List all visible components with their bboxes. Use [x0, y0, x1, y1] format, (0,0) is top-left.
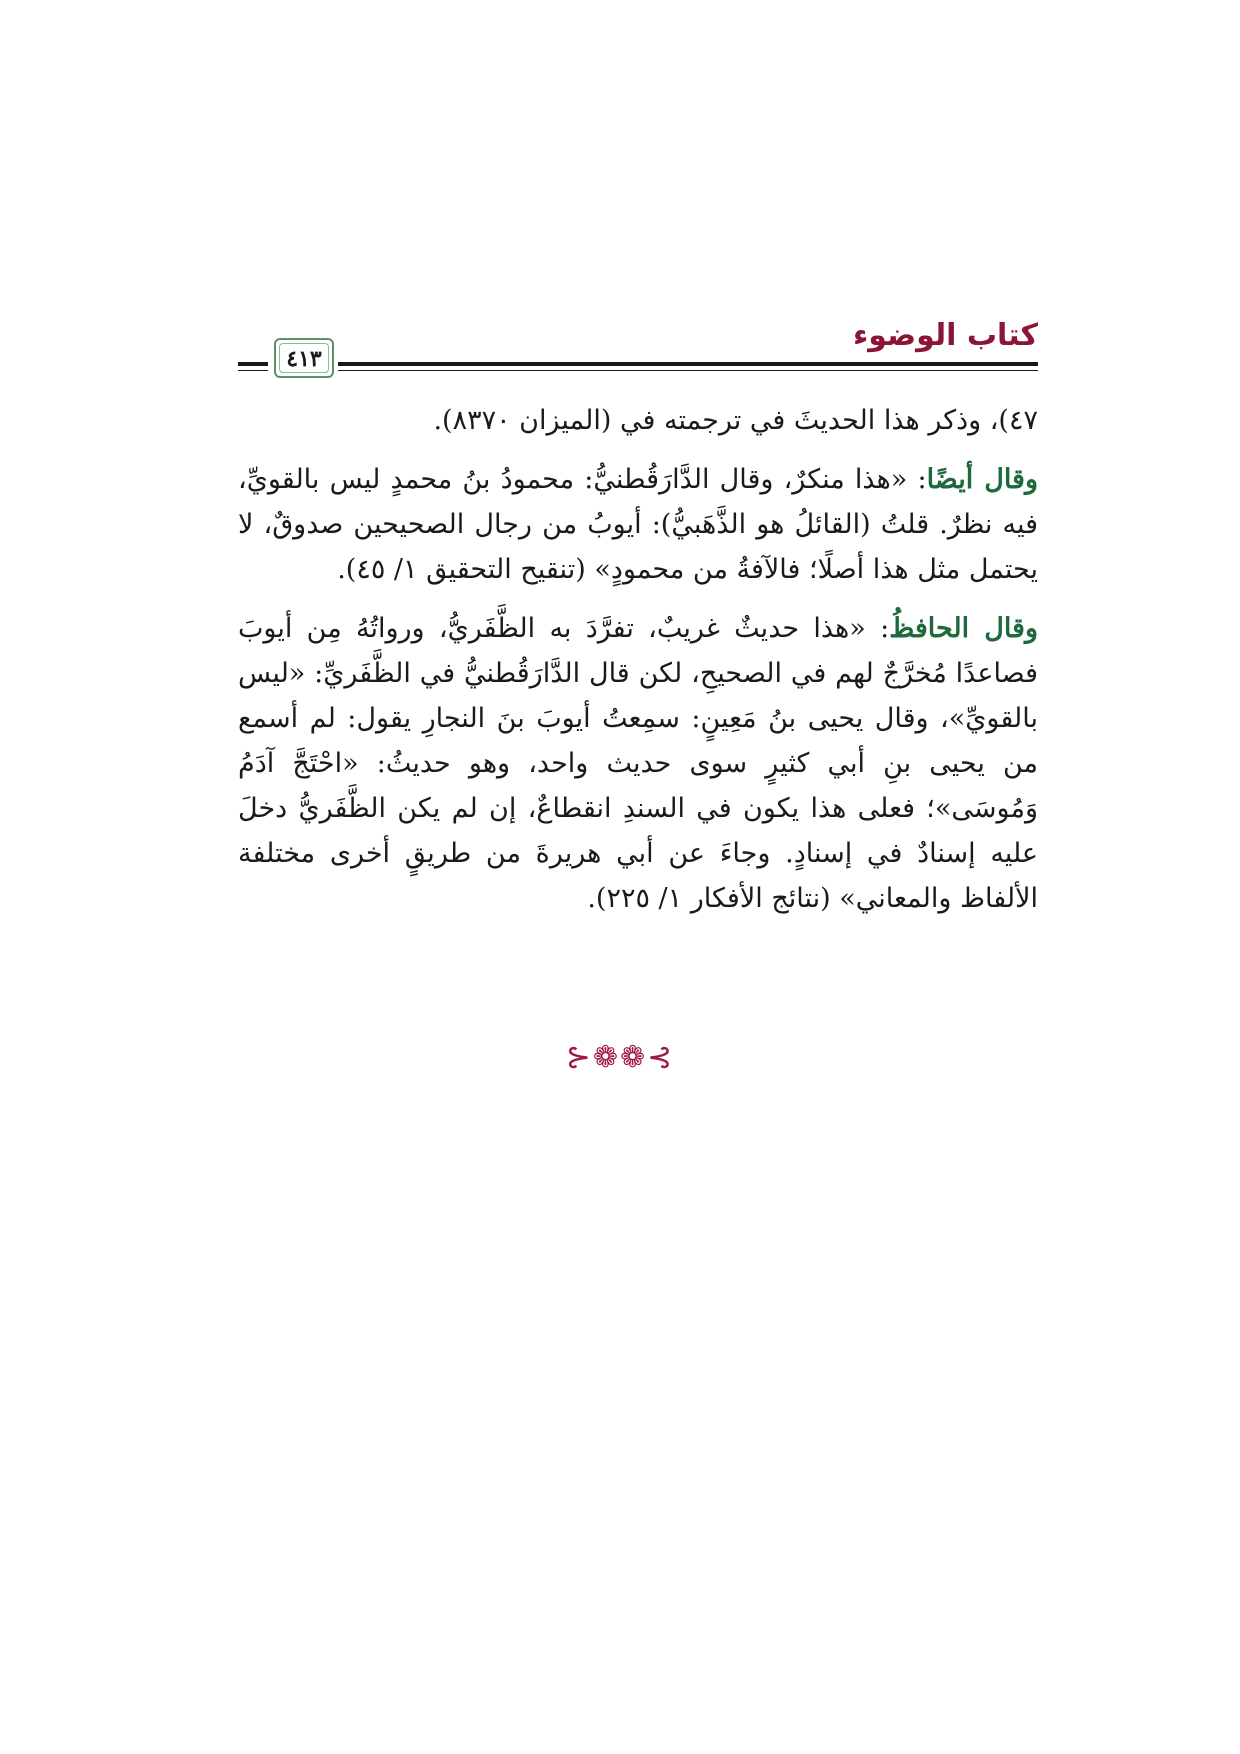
speaker-label: وقال الحافظُ: [889, 613, 1039, 644]
header-rule-left-thin: [238, 370, 268, 371]
paragraph-text: ٤٧)، وذكر هذا الحديثَ في ترجمته في (الميزان ٨٣٧٠).: [433, 405, 1038, 436]
header-rule-thin: [338, 370, 1038, 371]
page-header: [238, 318, 1038, 380]
header-rule-left-thick: [238, 362, 268, 366]
header-rule-thick: [338, 362, 1038, 366]
paragraph-1: [238, 398, 1038, 443]
section-end-ornament: ⊱❁❁⊰: [565, 1040, 675, 1075]
page-number-frame: [274, 338, 334, 378]
page-number: ٤١٣: [286, 346, 322, 372]
paragraph-2: [238, 457, 1038, 592]
paragraph-text: : «هذا منكرٌ، وقال الدَّارَقُطنيُّ: محمودُ بنُ محمدٍ ليس بالقويِّ، فيه نظرٌ. قلتُ (القائلُ هو الذَّهَبيُّ): أيوبُ من رجال الصحيحين صدوقٌ، لا يحتمل مثل هذا أصلًا؛ فالآفةُ من محمودٍ» (تنقيح التحقيق ١/ ٤٥).: [238, 464, 1038, 585]
paragraph-3: [238, 606, 1038, 921]
page-body: [238, 398, 1038, 935]
book-title: كتاب الوضوء: [852, 318, 1038, 353]
paragraph-text: : «هذا حديثٌ غريبٌ، تفرَّدَ به الظَّفَريُّ، ورواتُهُ مِن أيوبَ فصاعدًا مُخرَّجٌ لهم في الصحيحِ، لكن قال الدَّارَقُطنيُّ في الظَّفَريِّ: «ليس بالقويِّ»، وقال يحيى بنُ مَعِينٍ: سمِعتُ أيوبَ بنَ النجارِ يقول: لم أسمع من يحيى بنِ أبي كثيرٍ سوى حديث واحد، وهو حديثُ: «احْتَجَّ آدَمُ وَمُوسَى»؛ فعلى هذا يكون في السندِ انقطاعٌ، إن لم يكن الظَّفَريُّ دخلَ عليه إسنادٌ في إسنادٍ. وجاءَ عن أبي هريرةَ من طريقٍ أخرى مختلفة الألفاظ والمعاني» (نتائج الأفكار ١/ ٢٢٥).: [238, 613, 1038, 914]
speaker-label: وقال أيضًا: [926, 464, 1038, 495]
